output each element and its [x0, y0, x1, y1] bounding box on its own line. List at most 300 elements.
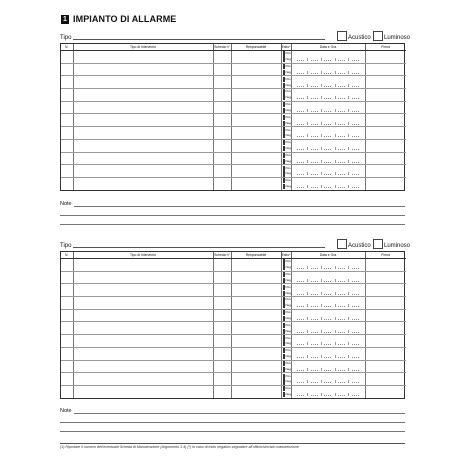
- positive-checkbox[interactable]: [283, 51, 285, 56]
- date-field-segment[interactable]: [338, 326, 345, 333]
- esito-cell[interactable]: Pos. Neg.: [281, 347, 291, 360]
- intervention-cell[interactable]: [73, 165, 213, 178]
- number-cell[interactable]: [61, 322, 73, 335]
- date-time-cell[interactable]: [291, 335, 365, 348]
- number-cell[interactable]: [61, 385, 73, 397]
- number-cell[interactable]: [61, 101, 73, 114]
- notes-line[interactable]: [60, 224, 405, 225]
- negative-checkbox[interactable]: [283, 121, 285, 126]
- date-field-segment[interactable]: [338, 168, 345, 175]
- date-field-segment[interactable]: [297, 156, 304, 163]
- positive-checkbox[interactable]: [283, 310, 285, 315]
- esito-cell[interactable]: Pos. Neg.: [281, 165, 291, 178]
- date-field-segment[interactable]: [297, 338, 304, 345]
- date-field-segment[interactable]: [352, 105, 359, 112]
- date-field-segment[interactable]: [352, 143, 359, 150]
- date-field-segment[interactable]: [338, 300, 345, 307]
- date-field-segment[interactable]: [311, 338, 318, 345]
- date-field-segment[interactable]: [311, 313, 318, 320]
- option-luminoso[interactable]: Luminoso: [373, 31, 410, 41]
- date-field-segment[interactable]: [297, 288, 304, 295]
- responsible-cell[interactable]: [231, 165, 281, 178]
- negative-checkbox[interactable]: [283, 83, 285, 88]
- esito-cell[interactable]: Pos. Neg.: [281, 259, 291, 272]
- responsible-cell[interactable]: [231, 51, 281, 64]
- date-field-segment[interactable]: [311, 143, 318, 150]
- intervention-cell[interactable]: [73, 152, 213, 165]
- date-field-segment[interactable]: [311, 300, 318, 307]
- option-acustico[interactable]: Acustico: [337, 239, 371, 249]
- date-field-segment[interactable]: [311, 364, 318, 371]
- signature-cell[interactable]: [365, 152, 406, 165]
- positive-checkbox[interactable]: [283, 89, 285, 94]
- scheda-cell[interactable]: [213, 259, 231, 272]
- date-field-segment[interactable]: [311, 181, 318, 188]
- esito-cell[interactable]: Pos. Neg.: [281, 297, 291, 310]
- intervention-cell[interactable]: [73, 177, 213, 189]
- date-field-segment[interactable]: [297, 300, 304, 307]
- date-field-segment[interactable]: [324, 326, 331, 333]
- luminoso-checkbox[interactable]: [373, 239, 383, 249]
- date-field-segment[interactable]: [324, 118, 331, 125]
- responsible-cell[interactable]: [231, 335, 281, 348]
- esito-cell[interactable]: Pos. Neg.: [281, 51, 291, 64]
- date-field-segment[interactable]: [338, 262, 345, 269]
- date-field-segment[interactable]: [311, 288, 318, 295]
- negative-checkbox[interactable]: [283, 108, 285, 113]
- responsible-cell[interactable]: [231, 101, 281, 114]
- signature-cell[interactable]: [365, 297, 406, 310]
- number-cell[interactable]: [61, 165, 73, 178]
- date-time-cell[interactable]: [291, 177, 365, 189]
- date-field-segment[interactable]: [324, 338, 331, 345]
- number-cell[interactable]: [61, 152, 73, 165]
- signature-cell[interactable]: [365, 51, 406, 64]
- date-field-segment[interactable]: [352, 326, 359, 333]
- date-field-segment[interactable]: [352, 181, 359, 188]
- date-field-segment[interactable]: [338, 105, 345, 112]
- date-field-segment[interactable]: [352, 275, 359, 282]
- date-field-segment[interactable]: [324, 351, 331, 358]
- responsible-cell[interactable]: [231, 177, 281, 189]
- responsible-cell[interactable]: [231, 373, 281, 386]
- scheda-cell[interactable]: [213, 127, 231, 140]
- date-field-segment[interactable]: [297, 313, 304, 320]
- date-field-segment[interactable]: [311, 105, 318, 112]
- scheda-cell[interactable]: [213, 152, 231, 165]
- negative-checkbox[interactable]: [283, 95, 285, 100]
- date-field-segment[interactable]: [352, 351, 359, 358]
- negative-checkbox[interactable]: [283, 171, 285, 176]
- scheda-cell[interactable]: [213, 373, 231, 386]
- date-field-segment[interactable]: [352, 67, 359, 74]
- acustico-checkbox[interactable]: [337, 239, 347, 249]
- number-cell[interactable]: [61, 373, 73, 386]
- signature-cell[interactable]: [365, 347, 406, 360]
- signature-cell[interactable]: [365, 114, 406, 127]
- notes-line[interactable]: [74, 206, 405, 207]
- date-field-segment[interactable]: [352, 118, 359, 125]
- date-time-cell[interactable]: [291, 271, 365, 284]
- positive-checkbox[interactable]: [283, 178, 285, 183]
- date-field-segment[interactable]: [324, 288, 331, 295]
- date-field-segment[interactable]: [297, 275, 304, 282]
- date-field-segment[interactable]: [297, 130, 304, 137]
- esito-cell[interactable]: Pos. Neg.: [281, 385, 291, 397]
- positive-checkbox[interactable]: [283, 259, 285, 264]
- scheda-cell[interactable]: [213, 347, 231, 360]
- date-time-cell[interactable]: [291, 89, 365, 102]
- option-luminoso[interactable]: Luminoso: [373, 239, 410, 249]
- intervention-cell[interactable]: [73, 127, 213, 140]
- responsible-cell[interactable]: [231, 152, 281, 165]
- scheda-cell[interactable]: [213, 114, 231, 127]
- esito-cell[interactable]: Pos. Neg.: [281, 360, 291, 373]
- notes-line[interactable]: [74, 413, 405, 414]
- intervention-cell[interactable]: [73, 51, 213, 64]
- esito-cell[interactable]: Pos. Neg.: [281, 114, 291, 127]
- date-time-cell[interactable]: [291, 259, 365, 272]
- positive-checkbox[interactable]: [283, 115, 285, 120]
- date-field-segment[interactable]: [311, 80, 318, 87]
- date-field-segment[interactable]: [297, 262, 304, 269]
- date-field-segment[interactable]: [297, 80, 304, 87]
- date-time-cell[interactable]: [291, 297, 365, 310]
- date-field-segment[interactable]: [311, 156, 318, 163]
- date-field-segment[interactable]: [352, 156, 359, 163]
- positive-checkbox[interactable]: [283, 374, 285, 379]
- number-cell[interactable]: [61, 63, 73, 76]
- date-time-cell[interactable]: [291, 347, 365, 360]
- signature-cell[interactable]: [365, 360, 406, 373]
- number-cell[interactable]: [61, 284, 73, 297]
- esito-cell[interactable]: Pos. Neg.: [281, 177, 291, 189]
- negative-checkbox[interactable]: [283, 379, 285, 384]
- number-cell[interactable]: [61, 335, 73, 348]
- scheda-cell[interactable]: [213, 271, 231, 284]
- date-field-segment[interactable]: [311, 67, 318, 74]
- responsible-cell[interactable]: [231, 297, 281, 310]
- date-field-segment[interactable]: [324, 275, 331, 282]
- intervention-cell[interactable]: [73, 297, 213, 310]
- date-time-cell[interactable]: [291, 373, 365, 386]
- scheda-cell[interactable]: [213, 139, 231, 152]
- number-cell[interactable]: [61, 309, 73, 322]
- number-cell[interactable]: [61, 360, 73, 373]
- date-field-segment[interactable]: [338, 67, 345, 74]
- scheda-cell[interactable]: [213, 322, 231, 335]
- date-field-segment[interactable]: [338, 181, 345, 188]
- date-field-segment[interactable]: [352, 262, 359, 269]
- negative-checkbox[interactable]: [283, 133, 285, 138]
- date-field-segment[interactable]: [338, 92, 345, 99]
- date-field-segment[interactable]: [338, 389, 345, 396]
- responsible-cell[interactable]: [231, 284, 281, 297]
- tipo-input-line[interactable]: [73, 247, 325, 248]
- intervention-cell[interactable]: [73, 385, 213, 397]
- signature-cell[interactable]: [365, 63, 406, 76]
- intervention-cell[interactable]: [73, 139, 213, 152]
- responsible-cell[interactable]: [231, 360, 281, 373]
- signature-cell[interactable]: [365, 76, 406, 89]
- number-cell[interactable]: [61, 259, 73, 272]
- positive-checkbox[interactable]: [283, 361, 285, 366]
- date-field-segment[interactable]: [297, 67, 304, 74]
- responsible-cell[interactable]: [231, 127, 281, 140]
- negative-checkbox[interactable]: [283, 341, 285, 346]
- negative-checkbox[interactable]: [283, 291, 285, 296]
- date-field-segment[interactable]: [338, 54, 345, 61]
- intervention-cell[interactable]: [73, 101, 213, 114]
- signature-cell[interactable]: [365, 101, 406, 114]
- date-field-segment[interactable]: [297, 118, 304, 125]
- positive-checkbox[interactable]: [283, 77, 285, 82]
- signature-cell[interactable]: [365, 322, 406, 335]
- date-field-segment[interactable]: [324, 313, 331, 320]
- positive-checkbox[interactable]: [283, 386, 285, 391]
- date-field-segment[interactable]: [338, 288, 345, 295]
- date-field-segment[interactable]: [297, 326, 304, 333]
- negative-checkbox[interactable]: [283, 354, 285, 359]
- date-field-segment[interactable]: [311, 118, 318, 125]
- negative-checkbox[interactable]: [283, 70, 285, 75]
- scheda-cell[interactable]: [213, 89, 231, 102]
- date-field-segment[interactable]: [324, 376, 331, 383]
- signature-cell[interactable]: [365, 127, 406, 140]
- date-field-segment[interactable]: [352, 80, 359, 87]
- date-field-segment[interactable]: [297, 364, 304, 371]
- intervention-cell[interactable]: [73, 373, 213, 386]
- esito-cell[interactable]: Pos. Neg.: [281, 139, 291, 152]
- notes-line[interactable]: [60, 215, 405, 216]
- positive-checkbox[interactable]: [283, 140, 285, 145]
- esito-cell[interactable]: Pos. Neg.: [281, 76, 291, 89]
- date-field-segment[interactable]: [297, 105, 304, 112]
- signature-cell[interactable]: [365, 335, 406, 348]
- positive-checkbox[interactable]: [283, 348, 285, 353]
- date-field-segment[interactable]: [311, 275, 318, 282]
- acustico-checkbox[interactable]: [337, 31, 347, 41]
- luminoso-checkbox[interactable]: [373, 31, 383, 41]
- intervention-cell[interactable]: [73, 322, 213, 335]
- date-field-segment[interactable]: [324, 389, 331, 396]
- signature-cell[interactable]: [365, 271, 406, 284]
- date-field-segment[interactable]: [324, 168, 331, 175]
- scheda-cell[interactable]: [213, 63, 231, 76]
- date-field-segment[interactable]: [311, 351, 318, 358]
- intervention-cell[interactable]: [73, 63, 213, 76]
- notes-line[interactable]: [60, 422, 405, 423]
- date-time-cell[interactable]: [291, 101, 365, 114]
- scheda-cell[interactable]: [213, 360, 231, 373]
- positive-checkbox[interactable]: [283, 323, 285, 328]
- date-time-cell[interactable]: [291, 165, 365, 178]
- date-time-cell[interactable]: [291, 114, 365, 127]
- date-field-segment[interactable]: [311, 389, 318, 396]
- date-time-cell[interactable]: [291, 360, 365, 373]
- positive-checkbox[interactable]: [283, 153, 285, 158]
- date-field-segment[interactable]: [352, 389, 359, 396]
- signature-cell[interactable]: [365, 284, 406, 297]
- date-field-segment[interactable]: [352, 130, 359, 137]
- esito-cell[interactable]: Pos. Neg.: [281, 127, 291, 140]
- date-field-segment[interactable]: [311, 92, 318, 99]
- date-field-segment[interactable]: [297, 54, 304, 61]
- date-field-segment[interactable]: [311, 54, 318, 61]
- esito-cell[interactable]: Pos. Neg.: [281, 63, 291, 76]
- date-time-cell[interactable]: [291, 309, 365, 322]
- signature-cell[interactable]: [365, 177, 406, 189]
- number-cell[interactable]: [61, 127, 73, 140]
- number-cell[interactable]: [61, 297, 73, 310]
- negative-checkbox[interactable]: [283, 184, 285, 189]
- negative-checkbox[interactable]: [283, 278, 285, 283]
- date-field-segment[interactable]: [324, 181, 331, 188]
- scheda-cell[interactable]: [213, 335, 231, 348]
- date-field-segment[interactable]: [297, 168, 304, 175]
- date-field-segment[interactable]: [324, 105, 331, 112]
- scheda-cell[interactable]: [213, 51, 231, 64]
- positive-checkbox[interactable]: [283, 285, 285, 290]
- date-field-segment[interactable]: [352, 364, 359, 371]
- responsible-cell[interactable]: [231, 259, 281, 272]
- intervention-cell[interactable]: [73, 271, 213, 284]
- date-field-segment[interactable]: [311, 130, 318, 137]
- scheda-cell[interactable]: [213, 385, 231, 397]
- intervention-cell[interactable]: [73, 347, 213, 360]
- date-field-segment[interactable]: [311, 326, 318, 333]
- date-field-segment[interactable]: [338, 118, 345, 125]
- date-field-segment[interactable]: [311, 262, 318, 269]
- responsible-cell[interactable]: [231, 385, 281, 397]
- scheda-cell[interactable]: [213, 101, 231, 114]
- option-acustico[interactable]: Acustico: [337, 31, 371, 41]
- date-time-cell[interactable]: [291, 284, 365, 297]
- date-field-segment[interactable]: [338, 156, 345, 163]
- date-field-segment[interactable]: [338, 351, 345, 358]
- date-field-segment[interactable]: [338, 338, 345, 345]
- number-cell[interactable]: [61, 51, 73, 64]
- esito-cell[interactable]: Pos. Neg.: [281, 322, 291, 335]
- date-field-segment[interactable]: [324, 54, 331, 61]
- positive-checkbox[interactable]: [283, 102, 285, 107]
- esito-cell[interactable]: Pos. Neg.: [281, 101, 291, 114]
- scheda-cell[interactable]: [213, 76, 231, 89]
- number-cell[interactable]: [61, 271, 73, 284]
- intervention-cell[interactable]: [73, 284, 213, 297]
- date-time-cell[interactable]: [291, 51, 365, 64]
- date-field-segment[interactable]: [324, 300, 331, 307]
- esito-cell[interactable]: Pos. Neg.: [281, 373, 291, 386]
- date-field-segment[interactable]: [324, 130, 331, 137]
- signature-cell[interactable]: [365, 89, 406, 102]
- scheda-cell[interactable]: [213, 309, 231, 322]
- negative-checkbox[interactable]: [283, 367, 285, 372]
- intervention-cell[interactable]: [73, 259, 213, 272]
- negative-checkbox[interactable]: [283, 316, 285, 321]
- number-cell[interactable]: [61, 89, 73, 102]
- negative-checkbox[interactable]: [283, 159, 285, 164]
- signature-cell[interactable]: [365, 259, 406, 272]
- signature-cell[interactable]: [365, 139, 406, 152]
- date-field-segment[interactable]: [352, 92, 359, 99]
- negative-checkbox[interactable]: [283, 392, 285, 397]
- date-field-segment[interactable]: [352, 300, 359, 307]
- date-time-cell[interactable]: [291, 322, 365, 335]
- number-cell[interactable]: [61, 347, 73, 360]
- date-field-segment[interactable]: [297, 143, 304, 150]
- date-field-segment[interactable]: [311, 168, 318, 175]
- date-field-segment[interactable]: [338, 130, 345, 137]
- positive-checkbox[interactable]: [283, 335, 285, 340]
- responsible-cell[interactable]: [231, 139, 281, 152]
- negative-checkbox[interactable]: [283, 303, 285, 308]
- date-field-segment[interactable]: [297, 389, 304, 396]
- esito-cell[interactable]: Pos. Neg.: [281, 89, 291, 102]
- intervention-cell[interactable]: [73, 89, 213, 102]
- tipo-input-line[interactable]: [73, 39, 325, 40]
- positive-checkbox[interactable]: [283, 64, 285, 69]
- date-time-cell[interactable]: [291, 76, 365, 89]
- signature-cell[interactable]: [365, 165, 406, 178]
- date-time-cell[interactable]: [291, 63, 365, 76]
- date-field-segment[interactable]: [352, 168, 359, 175]
- negative-checkbox[interactable]: [283, 57, 285, 62]
- date-time-cell[interactable]: [291, 127, 365, 140]
- signature-cell[interactable]: [365, 373, 406, 386]
- date-field-segment[interactable]: [338, 376, 345, 383]
- scheda-cell[interactable]: [213, 297, 231, 310]
- responsible-cell[interactable]: [231, 322, 281, 335]
- number-cell[interactable]: [61, 177, 73, 189]
- date-field-segment[interactable]: [324, 156, 331, 163]
- positive-checkbox[interactable]: [283, 166, 285, 171]
- date-time-cell[interactable]: [291, 152, 365, 165]
- date-field-segment[interactable]: [338, 313, 345, 320]
- responsible-cell[interactable]: [231, 114, 281, 127]
- date-field-segment[interactable]: [297, 92, 304, 99]
- scheda-cell[interactable]: [213, 177, 231, 189]
- date-field-segment[interactable]: [297, 351, 304, 358]
- notes-line[interactable]: [60, 431, 405, 432]
- date-field-segment[interactable]: [352, 288, 359, 295]
- positive-checkbox[interactable]: [283, 297, 285, 302]
- responsible-cell[interactable]: [231, 347, 281, 360]
- date-field-segment[interactable]: [324, 364, 331, 371]
- date-field-segment[interactable]: [297, 181, 304, 188]
- date-time-cell[interactable]: [291, 385, 365, 397]
- intervention-cell[interactable]: [73, 360, 213, 373]
- intervention-cell[interactable]: [73, 114, 213, 127]
- responsible-cell[interactable]: [231, 63, 281, 76]
- date-field-segment[interactable]: [338, 80, 345, 87]
- positive-checkbox[interactable]: [283, 127, 285, 132]
- date-field-segment[interactable]: [324, 262, 331, 269]
- responsible-cell[interactable]: [231, 309, 281, 322]
- date-field-segment[interactable]: [338, 364, 345, 371]
- signature-cell[interactable]: [365, 385, 406, 397]
- scheda-cell[interactable]: [213, 165, 231, 178]
- esito-cell[interactable]: Pos. Neg.: [281, 309, 291, 322]
- date-field-segment[interactable]: [338, 143, 345, 150]
- intervention-cell[interactable]: [73, 76, 213, 89]
- positive-checkbox[interactable]: [283, 272, 285, 277]
- esito-cell[interactable]: Pos. Neg.: [281, 152, 291, 165]
- scheda-cell[interactable]: [213, 284, 231, 297]
- esito-cell[interactable]: Pos. Neg.: [281, 284, 291, 297]
- number-cell[interactable]: [61, 76, 73, 89]
- date-field-segment[interactable]: [338, 275, 345, 282]
